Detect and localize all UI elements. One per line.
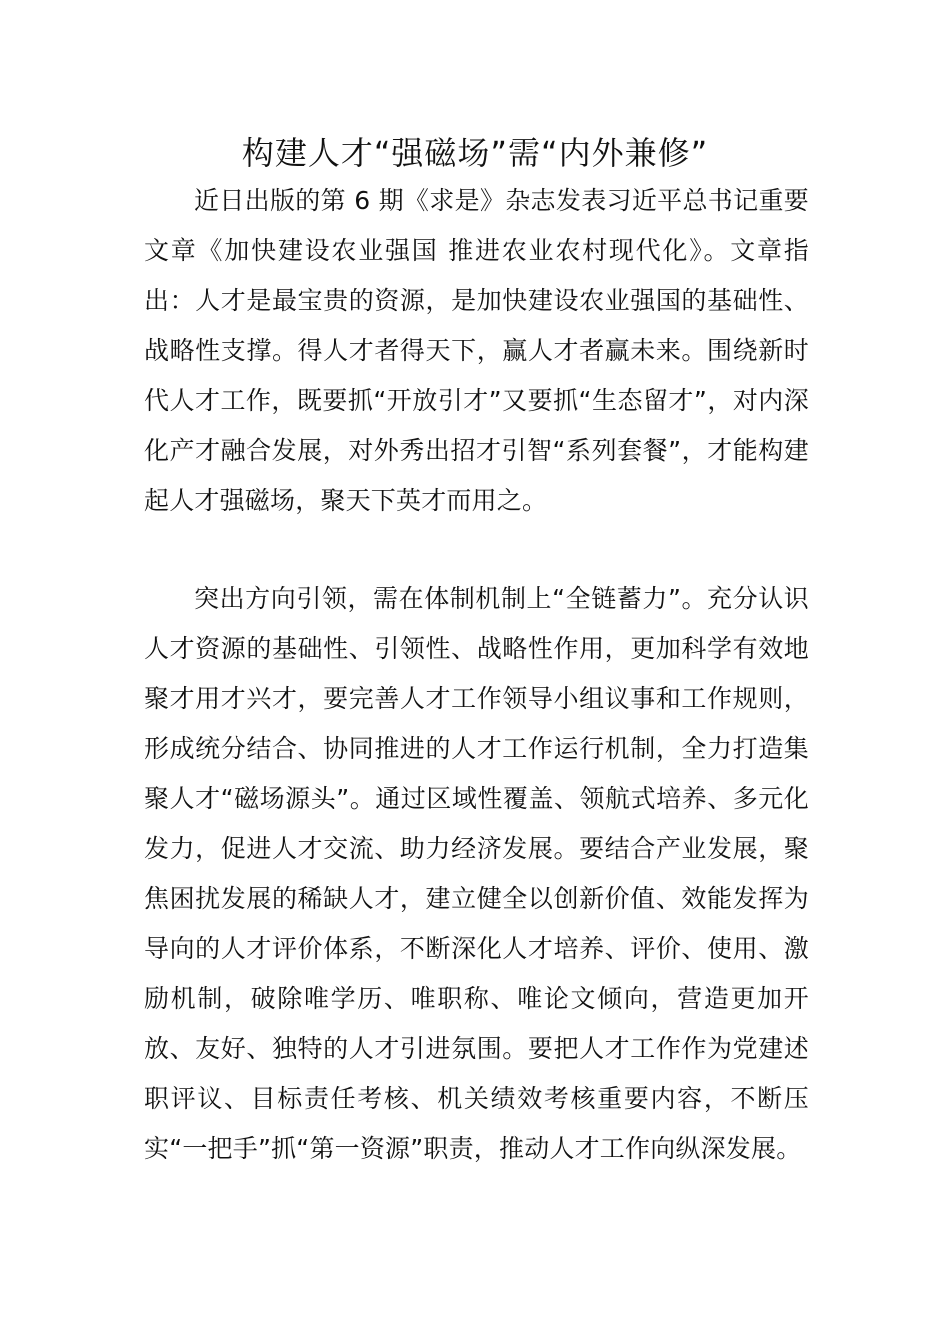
document-title: 构建人才“强磁场”需“内外兼修” [241, 134, 709, 172]
paragraph-intro: 近日出版的第 6 期《求是》杂志发表习近平总书记重要文章《加快建设农业强国 推进农业农村现代化》。文章指出：人才是最宝贵的资源，是加快建设农业强国的基础性、战略性支撑。得人才者得天下，赢人才者赢未来。围绕新时代人才工作，既要抓“开放引才”又要抓“生态留才”，对内深化产才融合发展，对外秀出招才引智“系列套餐”，才能构建起人才强磁场，聚天下英才而用之。 [144, 186, 809, 515]
paragraph-direction-guidance: 突出方向引领，需在体制机制上“全链蓄力”。充分认识人才资源的基础性、引领性、战略性作用，更加科学有效地聚才用才兴才，要完善人才工作领导小组议事和工作规则，形成统分结合、协同推进的人才工作运行机制，全力打造集聚人才“磁场源头”。通过区域性覆盖、领航式培养、多元化发力，促进人才交流、助力经济发展。要结合产业发展，聚焦困扰发展的稀缺人才，建立健全以创新价值、效能发挥为导向的人才评价体系，不断深化人才培养、评价、使用、激励机制，破除唯学历、唯职称、唯论文倾向，营造更加开放、友好、独特的人才引进氛围。要把人才工作作为党建述职评议、目标责任考核、机关绩效考核重要内容，不断压实“一把手”抓“第一资源”职责，推动人才工作向纵深发展。 [144, 584, 809, 1163]
